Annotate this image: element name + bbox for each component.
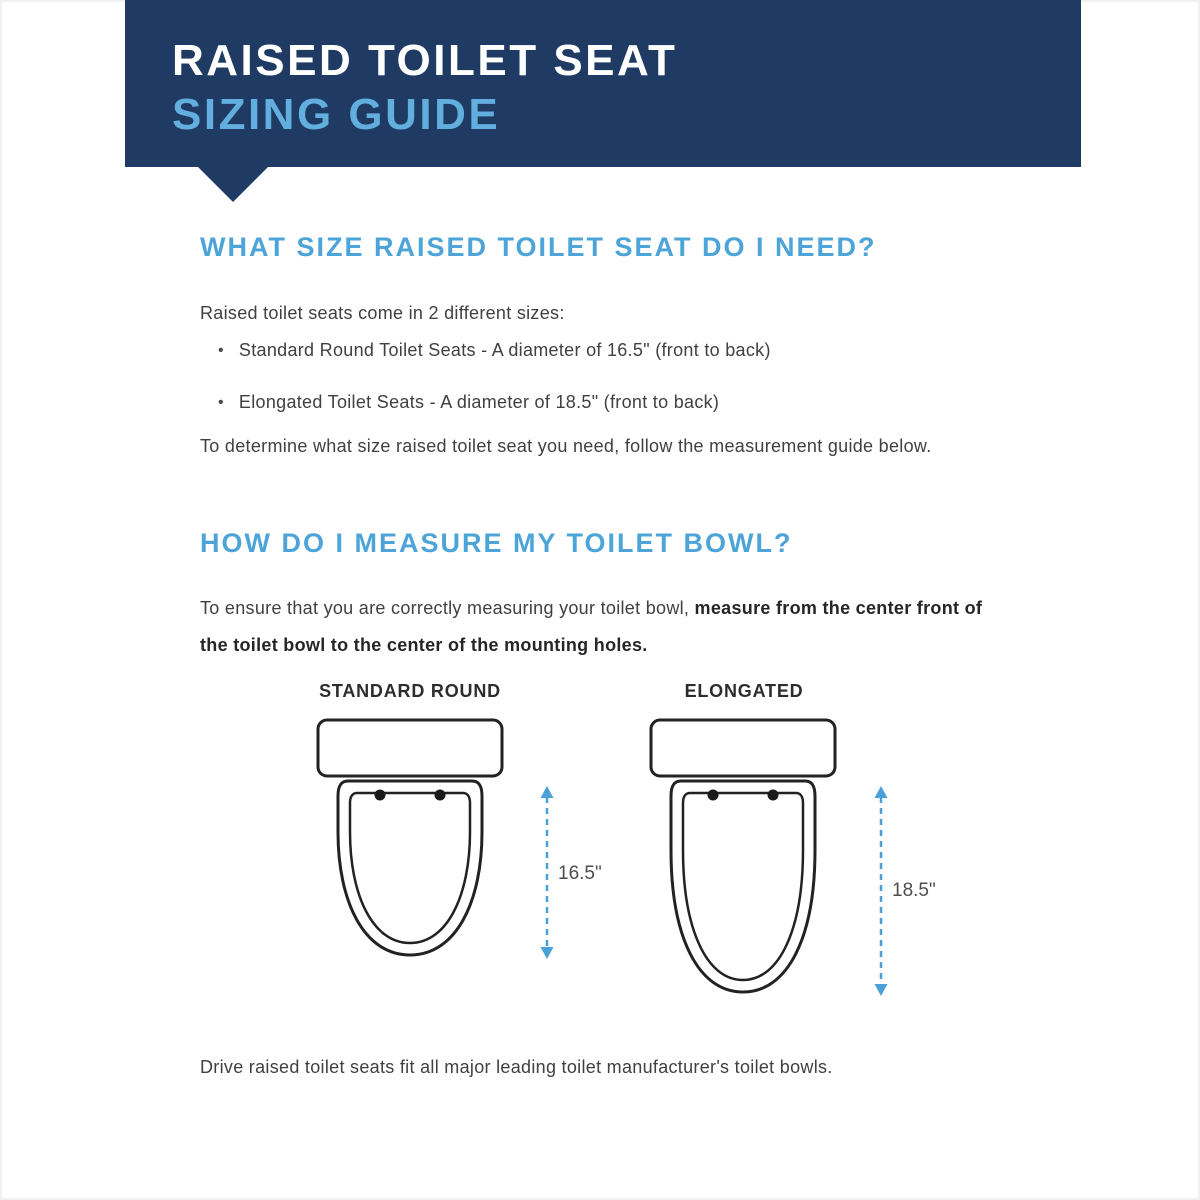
sizes-intro-text: Raised toilet seats come in 2 different sizes: xyxy=(200,303,565,323)
measurement-arrow xyxy=(541,786,554,959)
header-title-line1: RAISED TOILET SEAT xyxy=(172,36,678,85)
bullet-item-elongated xyxy=(218,392,771,413)
diagram-caption-elongated: ELONGATED xyxy=(684,681,804,701)
bullet-item-standard-round xyxy=(218,340,771,361)
mounting-hole-left xyxy=(375,790,386,801)
section-heading-what-size: WHAT SIZE RAISED TOILET SEAT DO I NEED? xyxy=(200,232,877,262)
mounting-hole-left xyxy=(708,790,719,801)
measurement-arrow xyxy=(875,786,888,996)
bullet-text: Elongated Toilet Seats - A diameter of 18.5" (front to back) xyxy=(238,392,720,412)
mounting-hole-right xyxy=(435,790,446,801)
diagram-standard-round xyxy=(300,700,620,980)
measure-instructions-normal: To ensure that you are correctly measuring your toilet bowl, xyxy=(200,598,695,618)
bullet-text: Standard Round Toilet Seats - A diameter of 16.5" (front to back) xyxy=(238,340,771,360)
section-heading-how-measure: HOW DO I MEASURE MY TOILET BOWL? xyxy=(200,528,793,558)
measure-instructions-bold: measure from the center front of the toilet bowl to the center of the mounting holes. xyxy=(200,598,983,655)
banner-pointer-triangle xyxy=(198,167,268,202)
footer-note-text: Drive raised toilet seats fit all major leading toilet manufacturer's toilet bowls. xyxy=(200,1057,833,1077)
toilet-tank-outline xyxy=(318,720,502,776)
header-title-line2: SIZING GUIDE xyxy=(172,90,501,140)
measurement-label: 18.5" xyxy=(892,880,936,901)
header-banner xyxy=(125,0,1081,167)
measurement-label: 16.5" xyxy=(558,863,602,884)
measure-instructions-text xyxy=(200,590,1010,664)
toilet-tank-outline xyxy=(651,720,835,776)
sizes-bullet-list xyxy=(218,340,771,444)
sizes-outro-text: To determine what size raised toilet seat you need, follow the measurement guide below. xyxy=(200,436,932,456)
diagram-elongated xyxy=(634,700,954,1015)
mounting-hole-right xyxy=(768,790,779,801)
diagram-caption-standard-round: STANDARD ROUND xyxy=(319,681,501,701)
